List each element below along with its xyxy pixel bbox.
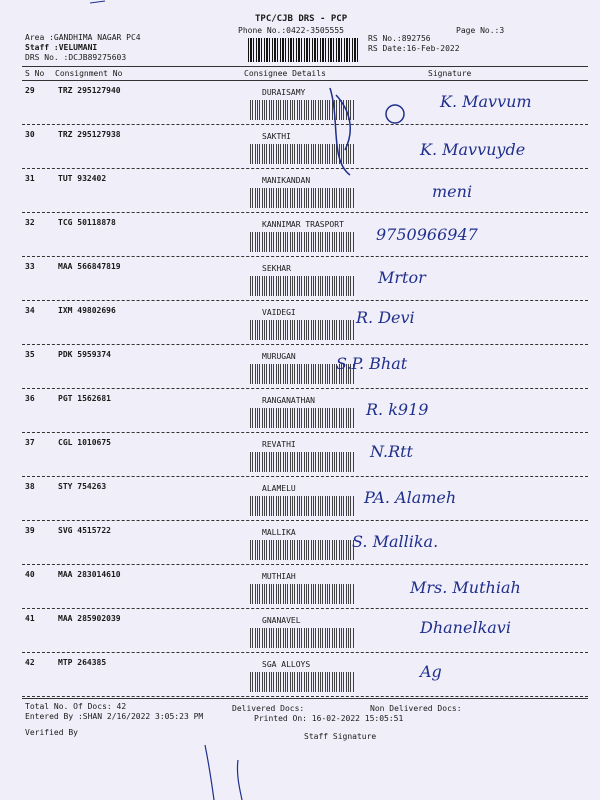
row-signature: R. k919	[366, 400, 429, 419]
non-delivered-docs: Non Delivered Docs:	[370, 704, 462, 713]
printed-on: Printed On: 16-02-2022 15:05:51	[254, 714, 404, 723]
total-docs: Total No. Of Docs: 42	[25, 702, 127, 711]
column-header-consignment: Consignment No	[55, 69, 123, 78]
row-consignment-no: PDK 5959374	[58, 350, 111, 359]
row-consignment-no: TRZ 295127938	[58, 130, 121, 139]
rs-number: RS No.:892756	[368, 34, 431, 43]
row-signature: K. Mavvuyde	[420, 140, 526, 159]
row-consignee: RANGANATHAN	[262, 396, 315, 405]
rs-date: RS Date:16-Feb-2022	[368, 44, 460, 53]
row-signature: Ag	[420, 662, 442, 681]
row-consignment-no: TRZ 295127940	[58, 86, 121, 95]
row-sno: 38	[25, 482, 35, 491]
row-consignee: SAKTHI	[262, 132, 291, 141]
row-sno: 37	[25, 438, 35, 447]
row-consignment-no: TCG 50118878	[58, 218, 116, 227]
row-consignee: MALLIKA	[262, 528, 296, 537]
staff-label: Staff :VELUMANI	[25, 43, 98, 52]
row-consignee: MURUGAN	[262, 352, 296, 361]
row-consignee: VAIDEGI	[262, 308, 296, 317]
row-sno: 32	[25, 218, 35, 227]
row-consignee: GNANAVEL	[262, 616, 301, 625]
staff-signature-label: Staff Signature	[304, 732, 377, 741]
row-sno: 30	[25, 130, 35, 139]
row-signature: Mrtor	[378, 268, 426, 287]
row-sno: 36	[25, 394, 35, 403]
page-number: Page No.:3	[456, 26, 505, 35]
delivered-docs: Delivered Docs:	[232, 704, 305, 713]
row-sno: 40	[25, 570, 35, 579]
row-consignee: KANNIMAR TRASPORT	[262, 220, 344, 229]
row-signature: meni	[432, 182, 473, 201]
row-signature: N.Rtt	[370, 442, 413, 461]
row-signature: K. Mavvum	[440, 92, 532, 111]
row-consignment-no: MAA 566847819	[58, 262, 121, 271]
row-consignment-no: STY 754263	[58, 482, 107, 491]
row-signature: 9750966947	[376, 225, 478, 244]
row-consignment-no: TUT 932402	[58, 174, 107, 183]
row-sno: 34	[25, 306, 35, 315]
row-consignment-no: PGT 1562681	[58, 394, 111, 403]
column-header-sno: S No	[25, 69, 45, 78]
row-sno: 39	[25, 526, 35, 535]
drs-number: DRS No. :DCJB89275603	[25, 53, 127, 62]
row-consignment-no: MAA 285902039	[58, 614, 121, 623]
row-signature: PA. Alameh	[364, 488, 457, 507]
row-consignee: ALAMELU	[262, 484, 296, 493]
area-label: Area :GANDHIMA NAGAR PC4	[25, 33, 141, 42]
column-header-signature: Signature	[428, 69, 472, 78]
row-sno: 35	[25, 350, 35, 359]
row-sno: 33	[25, 262, 35, 271]
row-consignment-no: IXM 49802696	[58, 306, 116, 315]
row-consignee: MANIKANDAN	[262, 176, 311, 185]
entered-by: Entered By :SHAN 2/16/2022 3:05:23 PM	[25, 712, 204, 721]
row-consignment-no: CGL 1010675	[58, 438, 111, 447]
row-consignee: REVATHI	[262, 440, 296, 449]
verified-by: Verified By	[25, 728, 78, 737]
row-signature: Dhanelkavi	[420, 618, 511, 637]
row-sno: 41	[25, 614, 35, 623]
column-header-consignee: Consignee Details	[244, 69, 326, 78]
row-sno: 29	[25, 86, 35, 95]
row-consignee: SGA ALLOYS	[262, 660, 311, 669]
row-sno: 31	[25, 174, 35, 183]
row-consignee: MUTHIAH	[262, 572, 296, 581]
row-signature: Mrs. Muthiah	[410, 578, 521, 597]
row-signature: S.P. Bhat	[336, 354, 408, 373]
row-signature: S. Mallika.	[352, 532, 439, 551]
row-consignment-no: MTP 264385	[58, 658, 107, 667]
row-consignment-no: SVG 4515722	[58, 526, 111, 535]
phone-number: Phone No.:0422-3505555	[238, 26, 344, 35]
row-sno: 42	[25, 658, 35, 667]
row-signature: R. Devi	[356, 308, 415, 327]
row-consignee: SEKHAR	[262, 264, 291, 273]
row-consignee: DURAISAMY	[262, 88, 306, 97]
row-consignment-no: MAA 283014610	[58, 570, 121, 579]
page-title: TPC/CJB DRS - PCP	[255, 14, 348, 24]
